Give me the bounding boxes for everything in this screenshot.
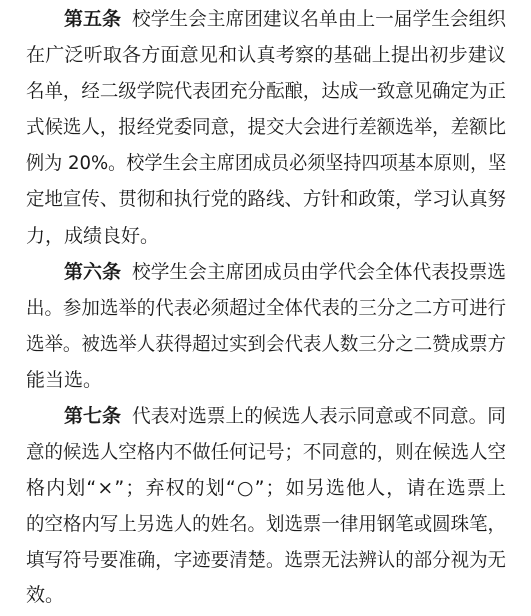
article-7-text-line: 格内划“×”；弃权的划“○”；如另选他人，请在选票上 [26, 477, 507, 499]
article-7-line [0, 435, 531, 469]
article-7-text-line: 代表对选票上的候选人表示同意或不同意。同 [132, 405, 507, 427]
article-6-text-line: 能当选。 [26, 369, 103, 391]
article-5-line [0, 219, 531, 253]
article-5-line [0, 182, 531, 216]
article-7-text-line: 效。 [26, 584, 65, 606]
article-5-line [0, 110, 531, 144]
article-5-text-line: 校学生会主席团建议名单由上一届学生会组织 [132, 8, 507, 30]
article-6-heading: 第六条 [64, 261, 122, 283]
article-5-heading: 第五条 [64, 8, 122, 30]
article-6-line [0, 363, 531, 397]
article-5-text-line: 式候选人，报经党委同意，提交大会进行差额选举，差额比 [26, 116, 507, 138]
article-5-line [0, 146, 531, 180]
article-5-text-line: 例为 20%。校学生会主席团成员必须坚持四项基本原则，坚 [26, 152, 507, 174]
article-5-text-line: 名单，经二级学院代表团充分酝酿，达成一致意见确定为正 [26, 80, 507, 102]
article-7-text-line: 意的候选人空格内不做任何记号；不同意的，则在候选人空 [26, 441, 507, 463]
article-5-text-line: 定地宣传、贯彻和执行党的路线、方针和政策，学习认真努 [26, 188, 507, 210]
article-6-line [0, 291, 531, 325]
article-5-text-line: 力，成绩良好。 [26, 225, 160, 247]
article-7-heading: 第七条 [64, 405, 122, 427]
article-5-first-line [0, 2, 531, 36]
article-6-line [0, 327, 531, 361]
article-7-first-line [0, 399, 531, 433]
article-7-line [0, 507, 531, 541]
article-7-text-line: 的空格内写上另选人的姓名。划选票一律用钢笔或圆珠笔， [26, 513, 507, 535]
article-7-text-line: 填写符号要准确，字迹要清楚。选票无法辨认的部分视为无 [26, 549, 507, 571]
article-6-text-line: 选举。被选举人获得超过实到会代表人数三分之二赞成票方 [26, 333, 507, 355]
article-6-text-line: 出。参加选举的代表必须超过全体代表的三分之二方可进行 [26, 297, 507, 319]
article-5-line [0, 74, 531, 108]
article-6-text-line: 校学生会主席团成员由学代会全体代表投票选 [132, 261, 507, 283]
article-7-line [0, 471, 531, 505]
article-7-line [0, 578, 531, 612]
article-5-line [0, 38, 531, 72]
article-6-first-line [0, 255, 531, 289]
article-7-line [0, 543, 531, 577]
article-5-text-line: 在广泛听取各方面意见和认真考察的基础上提出初步建议 [26, 44, 507, 66]
